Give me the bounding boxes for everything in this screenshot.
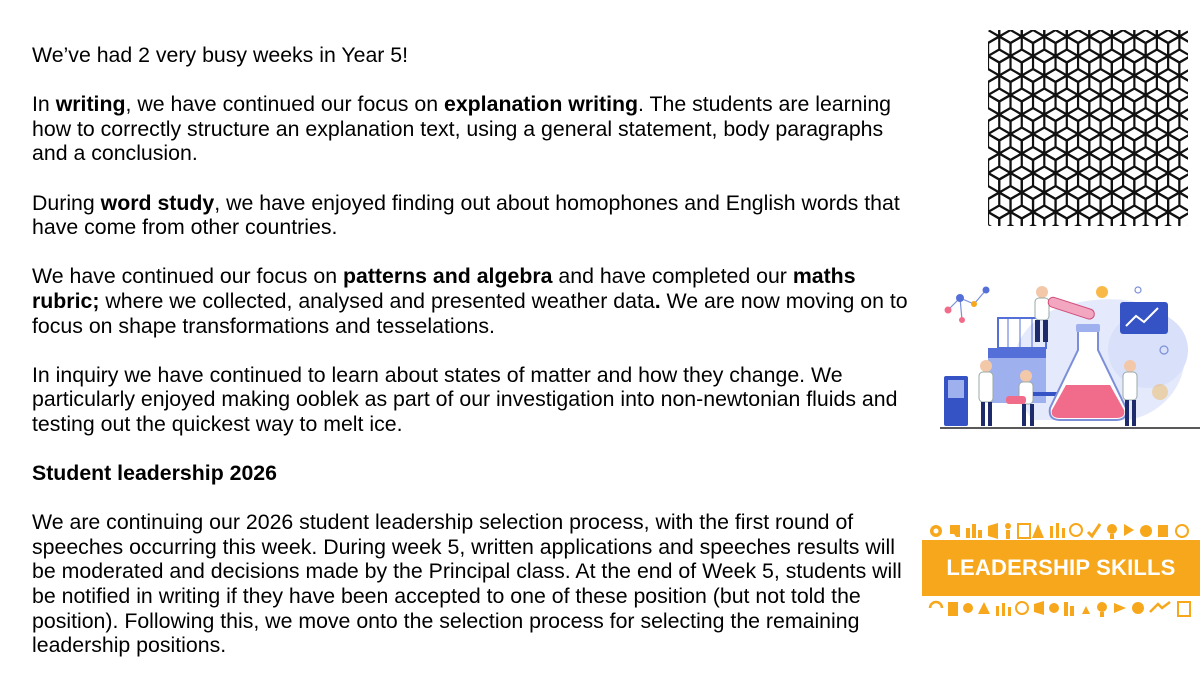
cube-edge [1134, 173, 1157, 193]
cube-edge [999, 95, 1022, 115]
cube-edge [1089, 30, 1112, 37]
cube-edge [1067, 30, 1090, 37]
cube-edge [1089, 95, 1112, 115]
cube-edge [1022, 134, 1045, 154]
hex-cell [1112, 30, 1135, 43]
cube-edge [1033, 154, 1056, 174]
leadership-banner-text: LEADERSHIP SKILLS [946, 555, 1176, 580]
leadership-heading [32, 461, 912, 486]
cube-edge [1123, 37, 1146, 57]
inquiry-paragraph: In inquiry we have continued to learn about states of matter and how they change. We particularly enjoyed making ooblek as part of our investigation into non-newtonian fluids and testing out the quickest way to melt ice. [32, 362, 898, 436]
leadership-skills-banner [922, 518, 1200, 618]
cube-edge [1157, 173, 1180, 193]
hex-cell [1067, 30, 1090, 43]
maths-dot: . [654, 288, 661, 313]
cube-edge [1101, 193, 1124, 213]
writing-text-mid: , we have continued our focus on [125, 92, 444, 117]
cube-edge [1067, 95, 1090, 115]
maths-focus: patterns and algebra [342, 264, 553, 289]
cube-edge [1078, 115, 1101, 135]
hex-cell [1157, 30, 1180, 43]
word-study-text-post: , we have enjoyed finding out about homophones and English words that have come from other countries. [32, 190, 900, 240]
cube-edge [1101, 115, 1124, 135]
cube-edge [1123, 115, 1146, 135]
cube-edge [1067, 134, 1090, 154]
cube-edge [1112, 212, 1135, 226]
cube-edge [1101, 37, 1124, 57]
cube-edge [1033, 193, 1056, 213]
leadership-icons-bottom-icon [926, 598, 1196, 618]
cube-edge [999, 173, 1022, 193]
cube-edge [999, 212, 1022, 226]
cube-edge [1179, 30, 1188, 37]
cube-edge [1044, 30, 1067, 37]
cube-edge [1056, 154, 1079, 174]
cube-edge [1089, 173, 1112, 193]
cube-edge [1078, 193, 1101, 213]
cube-edge [1146, 76, 1169, 96]
cube-edge [1033, 115, 1056, 135]
maths-text-mid2: where we collected, analysed and presented weather data [99, 288, 655, 313]
cube-edge [1112, 95, 1135, 115]
maths-rubric: maths rubric; [32, 264, 856, 313]
word-study-subject: word study [100, 190, 215, 215]
cube-edge [1044, 212, 1067, 226]
cube-edge [1157, 30, 1180, 37]
cube-edge [1134, 212, 1157, 226]
cube-edge [1022, 173, 1045, 193]
writing-text-post: . The students are learning how to correctly structure an explanation text, using a general statement, body paragraphs and a conclusion. [32, 92, 892, 166]
cube-edge [1123, 193, 1146, 213]
cube-edge [1044, 134, 1067, 154]
maths-text-mid: and have completed our [552, 264, 793, 289]
cube-edge [1056, 115, 1079, 135]
cube-edge [1078, 76, 1101, 96]
cube-edge [1112, 173, 1135, 193]
cube-edge [1157, 56, 1180, 76]
cube-edge [1078, 154, 1101, 174]
cube-edge [1089, 134, 1112, 154]
cube-edge [1134, 56, 1157, 76]
cube-edge [1089, 212, 1112, 226]
cube-edge [1146, 115, 1169, 135]
cube-edge [1011, 193, 1034, 213]
cube-edge [1146, 193, 1169, 213]
science-lab-illustration-icon [938, 280, 1200, 432]
newsletter-text [32, 43, 912, 682]
writing-text-pre: In [32, 92, 56, 117]
hex-cell [1134, 30, 1157, 43]
cube-edge [988, 37, 1011, 57]
cube-edge [1067, 56, 1090, 76]
leadership-icons-top-icon [926, 520, 1196, 540]
maths-paragraph [32, 264, 912, 338]
cube-edge [1112, 56, 1135, 76]
cube-edge [1056, 193, 1079, 213]
cube-edge [1101, 76, 1124, 96]
cube-edge [1123, 76, 1146, 96]
cube-edge [1112, 134, 1135, 154]
maths-text-post: We are now moving on to focus on shape transformations and tesselations. [32, 288, 908, 338]
cube-edge [1022, 212, 1045, 226]
cube-edge [1157, 95, 1180, 115]
cube-edge [1056, 76, 1079, 96]
hex-cell [999, 30, 1022, 43]
cube-edge [1112, 30, 1135, 37]
cube-edge [999, 134, 1022, 154]
hex-cell [1044, 30, 1067, 43]
cube-edge [988, 115, 1011, 135]
cube-edge [1157, 212, 1180, 226]
cube-edge [1146, 37, 1169, 57]
cube-edge [1022, 95, 1045, 115]
word-study-paragraph [32, 191, 912, 240]
cube-edge [1011, 115, 1034, 135]
cube-edge [1033, 76, 1056, 96]
cube-edge [1134, 95, 1157, 115]
cube-edge [1123, 154, 1146, 174]
cube-edge [1101, 154, 1124, 174]
cube-edge [988, 154, 1011, 174]
leadership-paragraph: We are continuing our 2026 student leadership selection process, with the first round of speeches occurring this week. During week 5, written applications and speeches results will be moderated and decisions made by the Principal class. At the end of Week 5, students will be notified in writing if they have been accepted to one of these position (but not told the position). Following this, we move onto the selection process for selecting the remaining leadership positions. [32, 510, 902, 658]
cube-edge [1134, 30, 1157, 37]
cube-edge [988, 76, 1011, 96]
hex-cell [1179, 212, 1188, 226]
cube-edge [1067, 173, 1090, 193]
writing-subject: writing [55, 92, 126, 117]
hex-cell [1022, 30, 1045, 43]
cube-edge [1146, 154, 1169, 174]
cube-edge [1033, 37, 1056, 57]
cube-edge [1044, 95, 1067, 115]
writing-paragraph [32, 92, 912, 166]
word-study-text-pre: During [32, 190, 101, 215]
maths-text-pre: We have continued our focus on [32, 264, 343, 289]
cube-edge [999, 56, 1022, 76]
cube-edge [1022, 30, 1045, 37]
hex-cell [988, 212, 999, 226]
cube-edge [1067, 212, 1090, 226]
leadership-heading-text: Student leadership 2026 [32, 461, 277, 486]
hex-cell [1089, 30, 1112, 43]
cube-edge [1011, 154, 1034, 174]
cube-edge [999, 30, 1022, 37]
cube-edge [1044, 56, 1067, 76]
cube-edge [1089, 56, 1112, 76]
intro-paragraph: We’ve had 2 very busy weeks in Year 5! [32, 43, 409, 67]
cube-edge [1078, 37, 1101, 57]
cube-edge [1011, 37, 1034, 57]
cube-edge [1157, 134, 1180, 154]
cube-edge [1056, 37, 1079, 57]
cube-edge [1134, 134, 1157, 154]
cube-edge [1044, 173, 1067, 193]
cube-edge [988, 30, 999, 37]
cube-edge [1022, 56, 1045, 76]
cube-edge [988, 193, 1011, 213]
cube-edge [1011, 76, 1034, 96]
writing-focus: explanation writing [443, 92, 639, 117]
hexagon-cube-pattern-icon [988, 30, 1188, 226]
